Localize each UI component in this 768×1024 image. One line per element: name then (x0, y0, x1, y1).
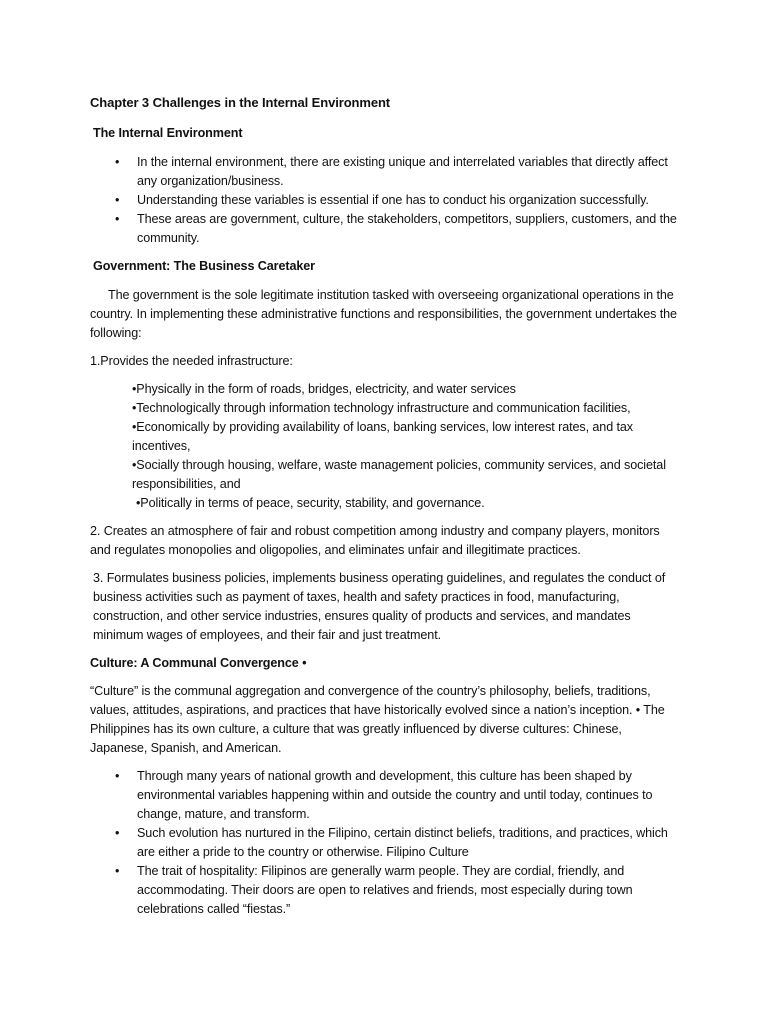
infrastructure-heading: 1.Provides the needed infrastructure: (90, 354, 293, 368)
bullet-icon: • (115, 155, 120, 169)
list-item-text: Through many years of national growth and development, this culture has been shaped by environmental variables happening within and outside the country and until today, continues to change, mature, and transform. (137, 769, 653, 821)
bullet-icon: • (115, 212, 120, 226)
list-item (90, 767, 680, 824)
government-item-2: 2. Creates an atmosphere of fair and robust competition among industry and company players, monitors and regulates monopolies and oligopolies, and eliminates unfair and illegitimate practices. (90, 524, 660, 557)
government-heading: Government: The Business Caretaker (93, 259, 315, 273)
bullet-icon: • (115, 826, 120, 840)
list-item (90, 210, 680, 248)
bullet-icon: • (115, 193, 120, 207)
internal-environment-heading: The Internal Environment (93, 126, 243, 140)
list-item-text: These areas are government, culture, the stakeholders, competitors, suppliers, customers, and the community. (137, 212, 677, 245)
list-item: •Economically by providing availability of loans, banking services, low interest rates, and tax incentives, (132, 420, 634, 453)
culture-list (90, 767, 680, 919)
list-item: •Technologically through information technology infrastructure and communication facilities, (132, 401, 631, 415)
list-item (90, 153, 680, 191)
culture-intro: “Culture” is the communal aggregation and convergence of the country’s philosophy, beliefs, traditions, values, attitudes, aspirations, and practices that have historically evolved since a nation’s inception. • The Philippines has its own culture, a culture that was greatly influenced by diverse cultures: Chinese, Japanese, Spanish, and American. (90, 684, 665, 755)
list-item (90, 824, 680, 862)
internal-environment-list (90, 153, 680, 248)
culture-heading: Culture: A Communal Convergence • (90, 656, 307, 670)
bullet-icon: • (115, 864, 120, 878)
list-item-text: The trait of hospitality: Filipinos are generally warm people. They are cordial, friendly, and accommodating. Their doors are open to relatives and friends, most especially during town celebrations called “fiestas.” (137, 864, 633, 916)
chapter-title: Chapter 3 Challenges in the Internal Environment (90, 95, 391, 110)
list-item (90, 862, 680, 919)
list-item-text: Such evolution has nurtured in the Filipino, certain distinct beliefs, traditions, and practices, which are either a pride to the country or otherwise. Filipino Culture (137, 826, 668, 859)
government-intro: The government is the sole legitimate institution tasked with overseeing organizational operations in the country. In implementing these administrative functions and responsibilities, the government undertakes the following: (90, 288, 677, 340)
infrastructure-list (90, 380, 680, 513)
bullet-icon: • (115, 769, 120, 783)
document-body (90, 93, 680, 928)
government-item-3: 3. Formulates business policies, implements business operating guidelines, and regulates the conduct of business activities such as payment of taxes, health and safety practices in food, manufacturing, construction, and other service industries, ensures quality of products and services, and mandates minimum wages of employees, and their fair and just treatment. (93, 571, 666, 642)
list-item: •Physically in the form of roads, bridges, electricity, and water services (132, 382, 516, 396)
list-item: •Politically in terms of peace, security, stability, and governance. (136, 496, 485, 510)
list-item-text: In the internal environment, there are existing unique and interrelated variables that directly affect any organization/business. (137, 155, 668, 188)
list-item-text: Understanding these variables is essential if one has to conduct his organization successfully. (137, 193, 649, 207)
list-item (90, 191, 680, 210)
list-item: •Socially through housing, welfare, waste management policies, community services, and societal responsibilities, and (132, 458, 666, 491)
